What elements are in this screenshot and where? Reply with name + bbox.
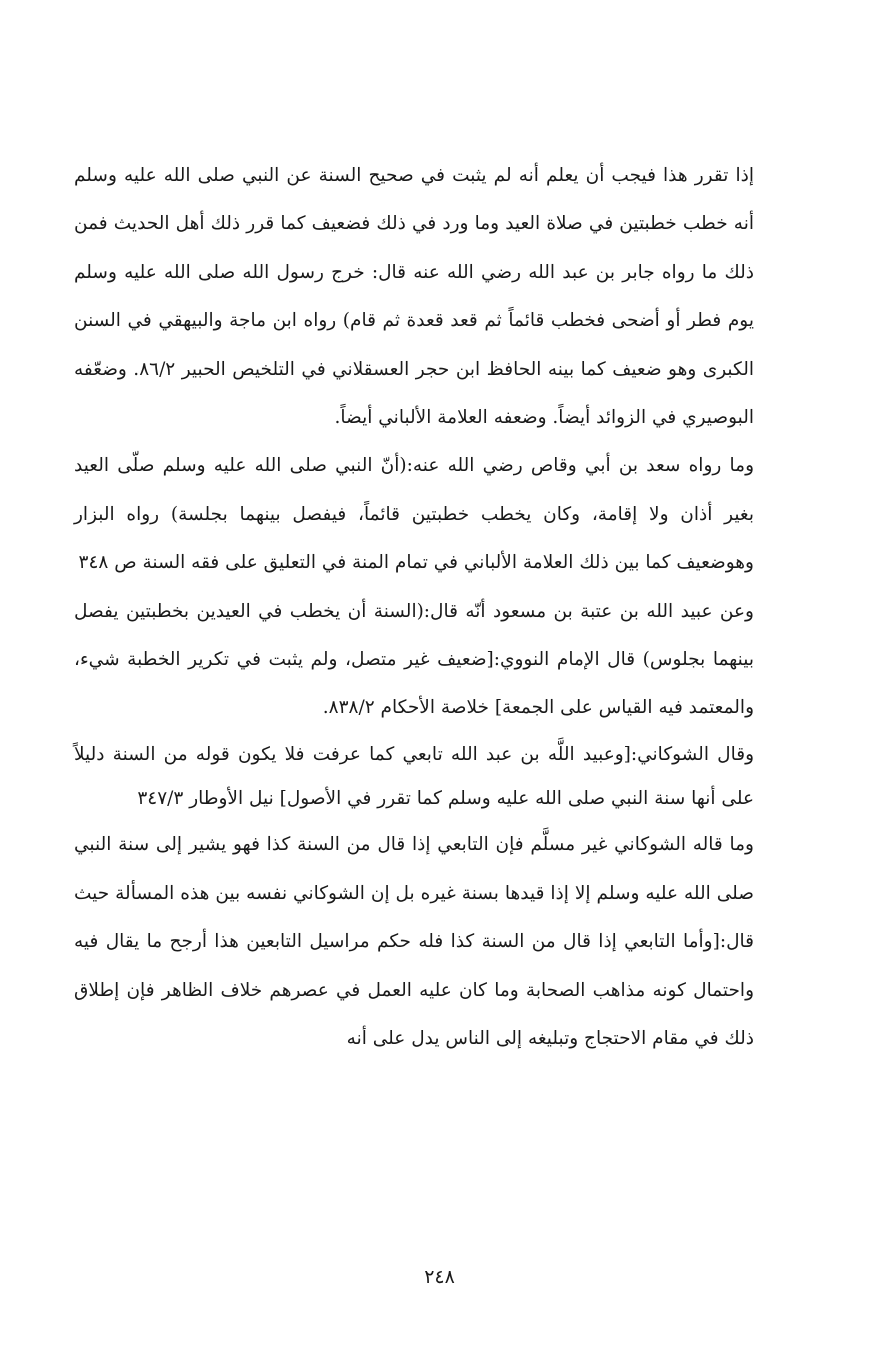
paragraph-2: وما رواه سعد بن أبي وقاص رضي الله عنه:(أنّ النبي صلى الله عليه وسلم صلّى العيد بغير أذان ولا إقامة، وكان يخطب خطبتين قائماً، فيفصل بينهما بجلسة) رواه البزار وهوضعيف كما بين ذلك العلامة الألباني في تمام المنة في التعليق على فقه السنة ص ٣٤٨: [74, 455, 754, 574]
paragraph-5: وما قاله الشوكاني غير مسلَّم فإن التابعي إذا قال من السنة كذا فهو يشير إلى سنة النبي صلى الله عليه وسلم إلا إذا قيدها بسنة غيره بل إن الشوكاني نفسه بين هذه المسألة حيث قال:[وأما التابعي إذا قال من السنة كذا فله حكم مراسيل التابعين هذا أرجح ما يقال فيه واحتمال كونه مذاهب الصحابة وما كان عليه العمل في عصرهم خلاف الظاهر فإن إطلاق ذلك في مقام الاحتجاج وتبليغه إلى الناس يدل على أنه: [74, 834, 754, 1049]
paragraph-4: وقال الشوكاني:[وعبيد اللَّه بن عبد الله تابعي كما عرفت فلا يكون قوله من السنة دليلاً على أنها سنة النبي صلى الله عليه وسلم كما تقرر في الأصول] نيل الأوطار ٣٤٧/٣: [74, 743, 754, 810]
page-number: ٢٤٨: [424, 1266, 455, 1288]
paragraph-3: وعن عبيد الله بن عتبة بن مسعود أنّه قال:(السنة أن يخطب في العيدين بخطبتين يفصل بينهما بجلوس) قال الإمام النووي:[ضعيف غير متصل، ولم يثبت في تكرير الخطبة شيء، والمعتمد فيه القياس على الجمعة] خلاصة الأحكام ٨٣٨/٢.: [74, 600, 754, 719]
body-text: [74, 152, 754, 1063]
paragraph-1: إذا تقرر هذا فيجب أن يعلم أنه لم يثبت في صحيح السنة عن النبي صلى الله عليه وسلم أنه خطب خطبتين في صلاة العيد وما ورد في ذلك فضعيف كما قرر ذلك أهل الحديث فمن ذلك ما رواه جابر بن عبد الله رضي الله عنه قال: خرج رسول الله صلى الله عليه وسلم يوم فطر أو أضحى فخطب قائماً ثم قعد قعدة ثم قام) رواه ابن ماجة والبيهقي في السنن الكبرى وهو ضعيف كما بينه الحافظ ابن حجر العسقلاني في التلخيص الحبير ٨٦/٢. وضعّفه البوصيري في الزوائد أيضاً. وضعفه العلامة الألباني أيضاً.: [74, 165, 755, 429]
